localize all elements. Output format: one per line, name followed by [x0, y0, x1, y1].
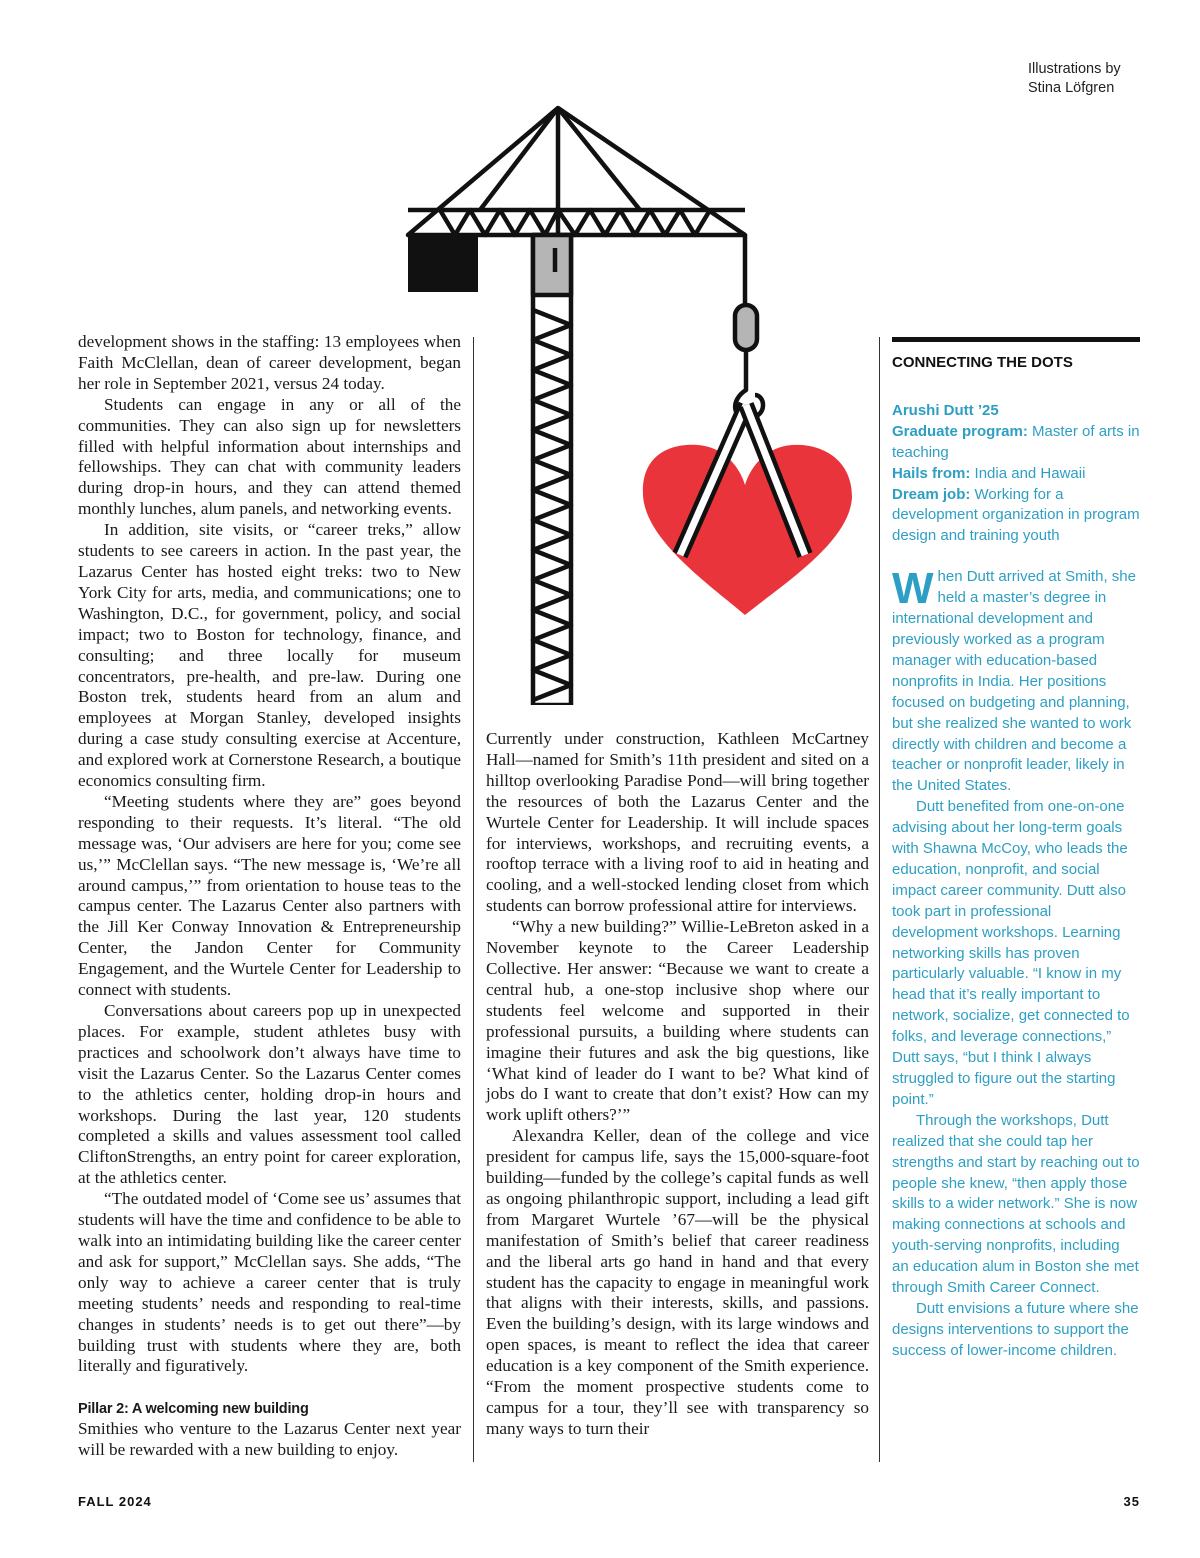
hails-value: India and Hawaii	[974, 464, 1086, 482]
sidebar-paragraph-1	[892, 564, 1140, 797]
sidebar-body	[892, 564, 1140, 1361]
column-divider-left	[473, 337, 474, 1462]
column-divider-right	[879, 337, 880, 1462]
middle-paragraph-1: Currently under construction, Kathleen McCartney Hall—named for Smith’s 11th president and sited on a hilltop overlooking Paradise Pond—will bring together the resources of both the Lazarus Center and the Wurtele Center for Leadership. It will include spaces for interviews, workshops, and recruiting events, a rooftop terrace with a living roof to aid in heating and cooling, and a well-stocked lending closet from which students can borrow professional attire for interviews.	[486, 729, 869, 916]
left-paragraph-3: In addition, site visits, or “career treks,” allow students to see careers in action. In the past year, the Lazarus Center has hosted eight treks: two to New York City for arts, media, and communications; one to Washington, D.C., for government, policy, and social impact; two to Boston for technology, finance, and consulting; and three locally for museum concentrators, pre-health, and pre-law. During one Boston trek, students heard from an alum and employees at Morgan Stanley, developed insights during a case study consulting exercise at Accenture, and explored work at Cornerstone Research, a boutique economics consulting firm.	[78, 520, 461, 791]
sidebar-title: CONNECTING THE DOTS	[892, 354, 1073, 371]
section-subhead: Pillar 2: A welcoming new building	[78, 1401, 309, 1418]
sidebar-paragraph-3: Through the workshops, Dutt realized that she could tap her strengths and start by reaching out to people she knew, “then apply those skills to a wider network.” She is now making connections at schools and youth-serving nonprofits, including an education alum in Boston she met through Smith Career Connect.	[892, 1111, 1140, 1297]
left-paragraph-5: Conversations about careers pop up in unexpected places. For example, student athletes busy with practices and schoolwork don’t always have time to visit the Lazarus Center. So the Lazarus Center comes to the athletics center, holding drop-in hours and workshops. During the last year, 120 students completed a skills and values assessment tool called CliftonStrengths, an entry point for career exploration, at the athletics center.	[78, 1001, 461, 1188]
credit-line-2: Stina Löfgren	[1028, 80, 1115, 96]
middle-paragraph-3: Alexandra Keller, dean of the college and vice president for campus life, says the 15,000-square-foot building—funded by the college’s capital funds as well as ongoing philanthropic support, including a lead gift from Margaret Wurtele ’67—will be the physical manifestation of Smith’s belief that career readiness and the liberal arts go hand in hand and that every student has the capacity to engage in meaningful work that aligns with their interests, skills, and passions. Even the building’s design, with its large windows and open spaces, is meant to reflect the idea that career education is a key component of the Smith experience. “From the moment prospective students come to campus for a tour, they’ll see with transparency so many ways to turn their	[486, 1126, 869, 1438]
sidebar-paragraph-1-text: hen Dutt arrived at Smith, she held a master’s degree in international development and previously worked as a program manager with education-based nonprofits in India. Her positions focused on budgeting and planning, but she realized she wanted to work directly with children and become a teacher or nonprofit leader, likely in the United States.	[892, 568, 1136, 795]
dream-value: Working for a development organization in program design and training youth	[892, 485, 1140, 545]
sidebar-connecting-the-dots	[892, 337, 1140, 1362]
footer-page-number: 35	[1123, 1494, 1140, 1509]
dream-label: Dream job:	[892, 485, 971, 503]
article-middle-column	[486, 729, 869, 1440]
counterweight-block	[408, 235, 478, 292]
left-paragraph-4: “Meeting students where they are” goes beyond responding to their requests. It’s literal. “The old message was, ‘Our advisers are here for you; come see us,’” McClellan says. “The new message is, ‘We’re all around campus,’” from orientation to house teas to the campus center. The Lazarus Center also partners with the Jill Ker Conway Innovation & Entrepreneurship Center, the Jandon Center for Community Engagement, and the Wurtele Center for Leadership to connect with students.	[78, 791, 461, 1000]
profile-dream	[892, 485, 1140, 548]
article-left-column	[78, 332, 461, 1461]
left-paragraph-7: Smithies who venture to the Lazarus Center next year will be rewarded with a new building to enjoy.	[78, 1419, 461, 1460]
profile-hails	[892, 464, 1140, 485]
profile-program	[892, 422, 1140, 464]
profile-box	[892, 401, 1140, 547]
hails-label: Hails from:	[892, 464, 971, 482]
heart-icon	[643, 445, 852, 615]
crane-heart-illustration	[400, 100, 870, 705]
left-paragraph-2: Students can engage in any or all of the communities. They can also sign up for newsletters filled with helpful information about internships and fellowships. They can chat with community leaders during drop-in hours, and they can attend themed monthly lunches, alum panels, and networking events.	[78, 394, 461, 519]
left-paragraph-1: development shows in the staffing: 13 employees when Faith McClellan, dean of career development, began her role in September 2021, versus 24 today.	[78, 332, 461, 393]
sidebar-paragraph-2: Dutt benefited from one-on-one advising about her long-term goals with Shawna McCoy, who leads the education, nonprofit, and social impact career community. Dutt also took part in professional development workshops. Learning networking skills has proven particularly valuable. “I know in my head that it’s really important to network, socialize, get connected to folks, and leverage connections,” Dutt says, “but I think I always struggled to figure out the starting point.”	[892, 798, 1130, 1108]
credit-line-1: Illustrations by	[1028, 61, 1121, 77]
program-value: Master of arts in teaching	[892, 422, 1140, 461]
profile-name: Arushi Dutt ’25	[892, 401, 999, 419]
footer-issue: FALL 2024	[78, 1494, 152, 1509]
drop-cap: W	[892, 564, 934, 614]
middle-paragraph-2: “Why a new building?” Willie-LeBreton asked in a November keynote to the Career Leadership Collective. Her answer: “Because we want to create a central hub, a one-stop inclusive shop where our students feel welcome and supported in their professional pursuits, a building where students can imagine their futures and ask the big questions, like ‘What kind of leader do I want to be? What kind of jobs do I want to create that don’t exist? How can my work uplift others?’”	[486, 917, 869, 1125]
sidebar-paragraph-4: Dutt envisions a future where she designs interventions to support the success of lower-income children.	[892, 1299, 1139, 1359]
illustration-credit	[1028, 60, 1121, 98]
sidebar-top-rule	[892, 337, 1140, 342]
program-label: Graduate program:	[892, 422, 1028, 440]
left-paragraph-6: “The outdated model of ‘Come see us’ assumes that students will have the time and confidence to be able to walk into an intimidating building like the career center and ask for support,” McClellan says. She adds, “The only way to achieve a career center that is truly meeting students’ needs and responding to real-time changes in students’ needs is to get out there”—by building trust with students where they are, both literally and figuratively.	[78, 1189, 461, 1376]
